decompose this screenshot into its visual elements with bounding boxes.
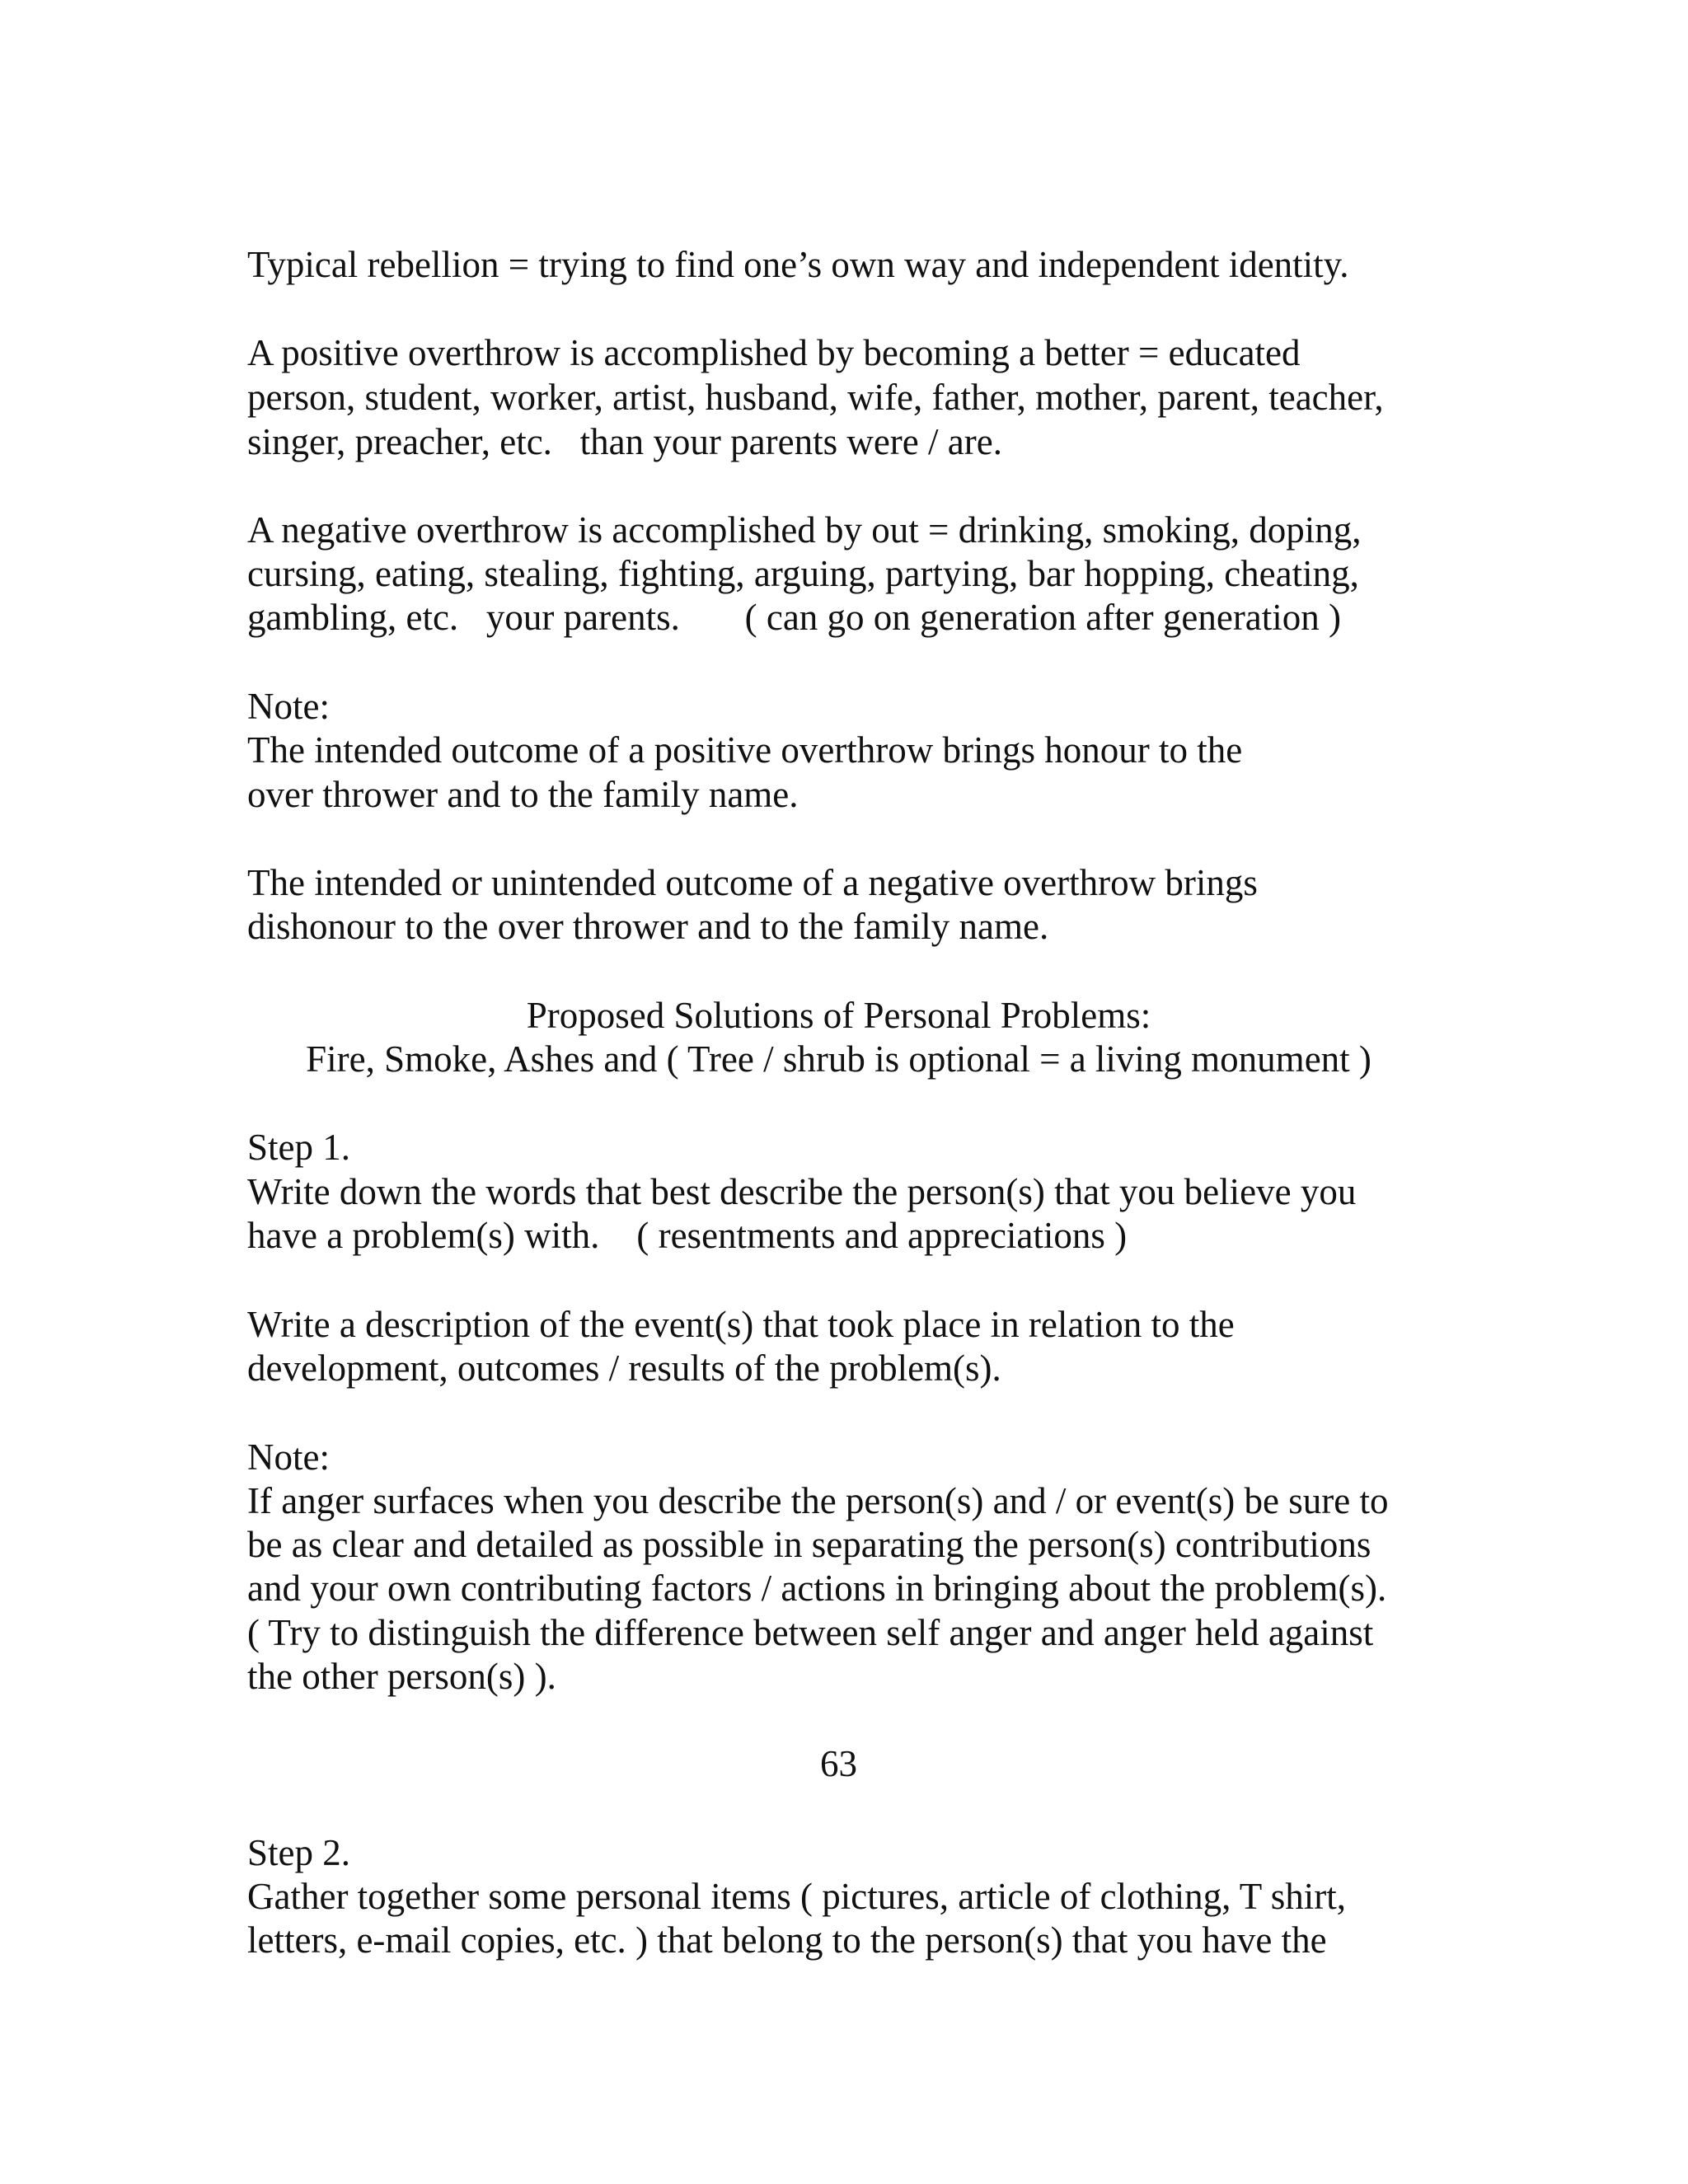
text-line: person, student, worker, artist, husband, wife, father, mother, parent, teacher, (247, 377, 1384, 418)
text-line: have a problem(s) with. ( resentments and appreciations ) (247, 1215, 1128, 1256)
note-heading: Note: (247, 1436, 330, 1478)
text-line: Typical rebellion = trying to find one’s own way and independent identity. (247, 244, 1349, 285)
text-line: cursing, eating, stealing, fighting, arguing, partying, bar hopping, cheating, (247, 553, 1359, 594)
text-line: over thrower and to the family name. (247, 774, 799, 815)
text-line: and your own contributing factors / actions in bringing about the problem(s). (247, 1568, 1387, 1609)
page-number: 63 (820, 1743, 857, 1784)
text-line: The intended or unintended outcome of a negative overthrow brings (247, 862, 1258, 903)
text-line: Write down the words that best describe the person(s) that you believe you (247, 1171, 1357, 1212)
section-subtitle: Fire, Smoke, Ashes and ( Tree / shrub is optional = a living monument ) (306, 1038, 1372, 1080)
text-line: the other person(s) ). (247, 1656, 556, 1697)
step-heading: Step 1. (247, 1127, 351, 1168)
section-title: Proposed Solutions of Personal Problems: (526, 995, 1151, 1036)
text-line: development, outcomes / results of the problem(s). (247, 1347, 1001, 1389)
note-heading: Note: (247, 686, 330, 727)
text-line: singer, preacher, etc. than your parents were / are. (247, 421, 1002, 462)
text-line: Gather together some personal items ( pictures, article of clothing, T shirt, (247, 1876, 1346, 1917)
step-heading: Step 2. (247, 1832, 351, 1873)
text-line: be as clear and detailed as possible in separating the person(s) contributions (247, 1524, 1372, 1565)
text-line: A negative overthrow is accomplished by out = drinking, smoking, doping, (247, 509, 1362, 551)
text-line: letters, e-mail copies, etc. ) that belong to the person(s) that you have the (247, 1919, 1327, 1961)
text-line: The intended outcome of a positive overthrow brings honour to the (247, 729, 1243, 771)
text-line: gambling, etc. your parents. ( can go on generation after generation ) (247, 597, 1342, 638)
text-line: Write a description of the event(s) that took place in relation to the (247, 1304, 1235, 1345)
text-line: If anger surfaces when you describe the person(s) and / or event(s) be sure to (247, 1480, 1389, 1521)
text-line: A positive overthrow is accomplished by becoming a better = educated (247, 332, 1301, 373)
text-line: ( Try to distinguish the difference between self anger and anger held against (247, 1612, 1374, 1653)
text-line: dishonour to the over thrower and to the family name. (247, 906, 1049, 947)
